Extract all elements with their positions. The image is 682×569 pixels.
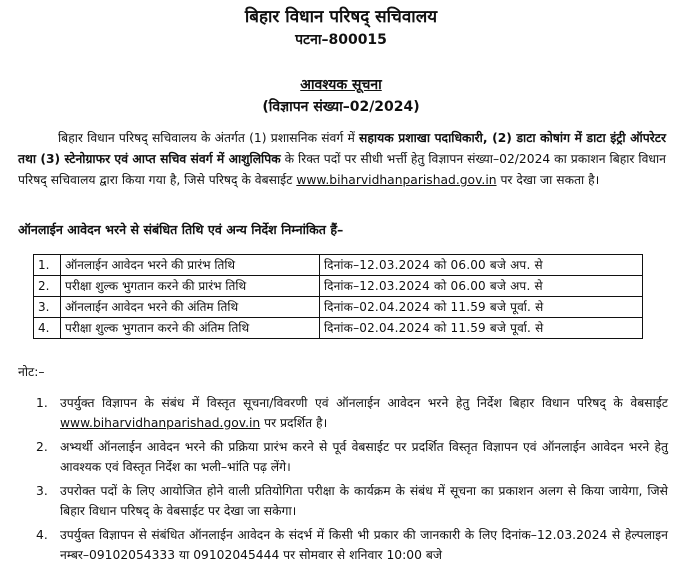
note-text: उपरोक्त पदों के लिए आयोजित होने वाली प्रतियोगिता परीक्षा के कार्यक्रम के संबंध में सूचना का प्रकाशन अलग से किया जायेगा, जिसे बिहार विधान परिषद् के वेबसाईट पर देखा जा सकेगा। xyxy=(60,484,668,518)
row-date: दिनांक–12.03.2024 को 06.00 बजे अप. से xyxy=(320,276,643,297)
notes-label: नोट:– xyxy=(18,365,45,379)
advertisement-number: (विज्ञापन संख्या–02/2024) xyxy=(262,99,420,115)
website-link[interactable]: www.biharvidhanparishad.gov.in xyxy=(60,416,261,430)
schedule-table xyxy=(33,254,643,339)
table-row xyxy=(34,318,643,339)
note-item xyxy=(18,525,668,565)
schedule-heading: ऑनलाईन आवेदन भरने से संबंधित तिथि एवं अन्य निर्देश निम्नांकित हैं– xyxy=(18,222,344,237)
note-text: अभ्यर्थी ऑनलाईन आवेदन भरने की प्रक्रिया प्रारंभ करने से पूर्व वेबसाईट पर प्रदर्शित विस्तृत विज्ञापन एवं ऑनलाईन आवेदन भरने हेतु आवश्यक एवं विस्तृत निर्देश का भली–भांति पढ़ लेंगे। xyxy=(60,440,668,474)
note-text-end: पर प्रदर्शित है। xyxy=(260,416,328,430)
row-date: दिनांक–12.03.2024 को 06.00 बजे अप. से xyxy=(320,255,643,276)
note-item xyxy=(18,437,668,477)
row-number: 4. xyxy=(34,318,61,339)
table-row xyxy=(34,297,643,318)
row-event: परीक्षा शुल्क भुगतान करने की अंतिम तिथि xyxy=(61,318,320,339)
row-event: ऑनलाईन आवेदन भरने की अंतिम तिथि xyxy=(61,297,320,318)
row-number: 2. xyxy=(34,276,61,297)
note-item xyxy=(18,481,668,521)
row-event: परीक्षा शुल्क भुगतान करने की प्रारंभ तिथि xyxy=(61,276,320,297)
row-number: 1. xyxy=(34,255,61,276)
website-link[interactable]: www.biharvidhanparishad.gov.in xyxy=(296,173,497,187)
note-number: 2. xyxy=(36,440,48,454)
notice-title: आवश्यक सूचना xyxy=(300,77,382,93)
intro-paragraph xyxy=(18,128,666,191)
intro-posts-bold: सहायक प्रशाखा पदाधिकारी, (2) डाटा कोषांग में डाटा इंट्री ऑपरेटर तथा (3) स्टेनोग्राफर एवं आप्त सचिव संवर्ग में आशुलिपिक xyxy=(18,131,667,166)
note-number: 3. xyxy=(36,484,48,498)
row-number: 3. xyxy=(34,297,61,318)
note-number: 1. xyxy=(36,396,48,410)
intro-text-2: के रिक्त पदों पर सीधी भर्त्ती हेतु विज्ञापन संख्या–02/2024 का प्रकाशन बिहार विधान परिषद् सचिवालय द्वारा किया गया है, जिसे परिषद् के वेबसाईट xyxy=(18,152,667,187)
city-line: पटना–800015 xyxy=(295,32,387,48)
row-date: दिनांक–02.04.2024 को 11.59 बजे पूर्वा. से xyxy=(320,297,643,318)
note-text: उपर्युक्त विज्ञापन से संबंधित ऑनलाईन आवेदन के संदर्भ में किसी भी प्रकार की जानकारी के लिए दिनांक–12.03.2024 से हेल्पलाइन नम्बर–09102054333 या 09102045444 पर सोमवार से शनिवार 10:00 बजे xyxy=(60,528,668,562)
intro-text-3: पर देखा जा सकता है। xyxy=(496,173,600,187)
page-title: बिहार विधान परिषद् सचिवालय xyxy=(244,7,438,27)
row-date: दिनांक–02.04.2024 को 11.59 बजे पूर्वा. से xyxy=(320,318,643,339)
table-row xyxy=(34,276,643,297)
table-row xyxy=(34,255,643,276)
row-event: ऑनलाईन आवेदन भरने की प्रारंभ तिथि xyxy=(61,255,320,276)
intro-text-1: बिहार विधान परिषद् सचिवालय के अंतर्गत (1) प्रशासनिक संवर्ग में xyxy=(58,131,360,145)
note-number: 4. xyxy=(36,528,48,542)
note-text: उपर्युक्त विज्ञापन के संबंध में विस्तृत सूचना/विवरणी एवं ऑनलाईन आवेदन भरने हेतु निर्देश बिहार विधान परिषद् के वेबसाईट xyxy=(60,396,668,410)
note-item xyxy=(18,393,668,433)
